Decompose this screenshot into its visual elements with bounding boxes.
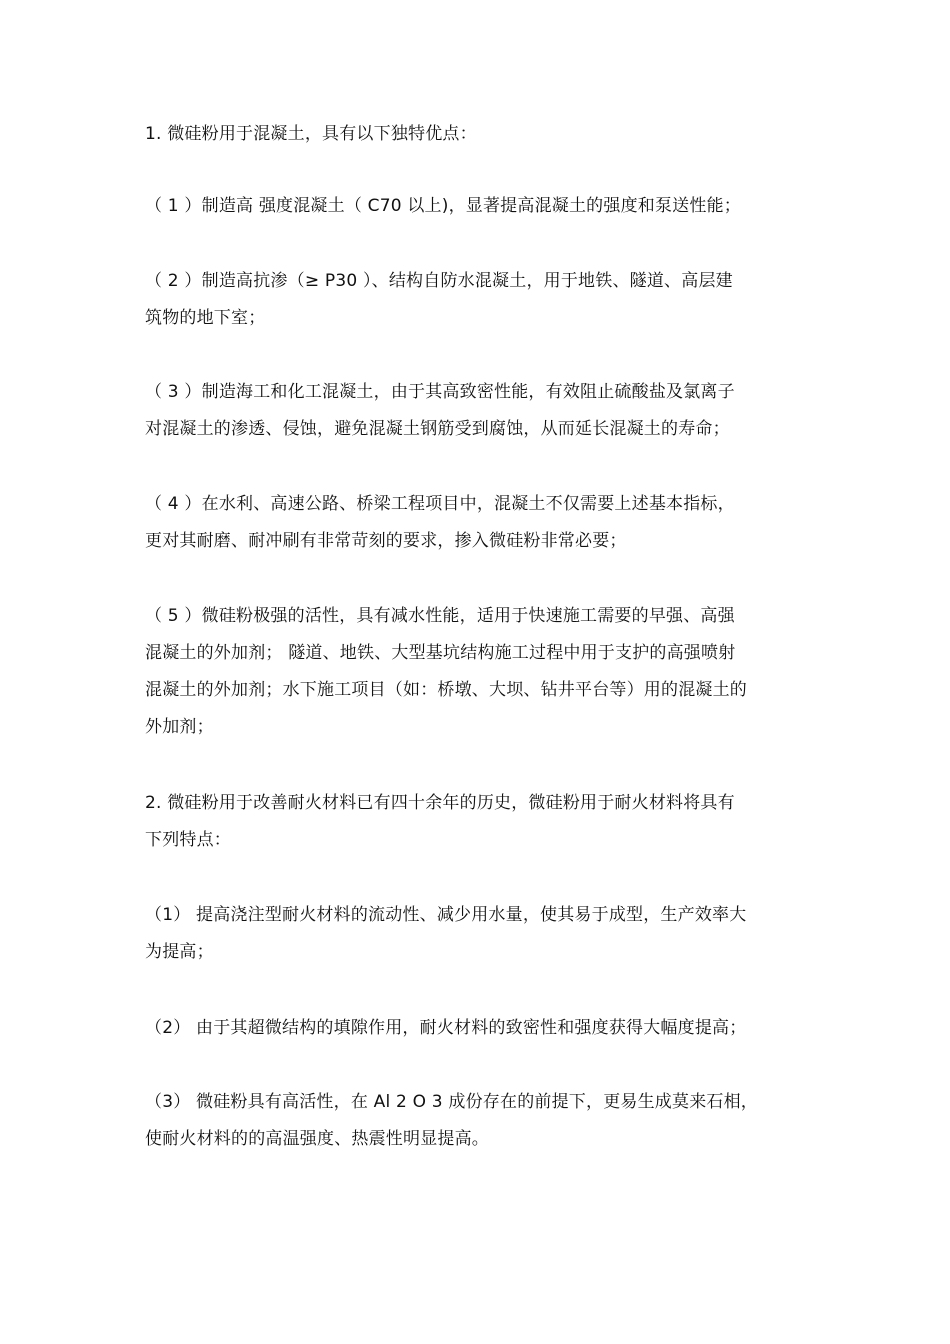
paragraph-5 [145,486,810,560]
text-line: 下列特点： [145,830,231,850]
text-line: （ 4 ）在水利、高速公路、桥梁工程项目中，混凝土不仅需要上述基本指标， [145,494,735,514]
text-line: （ 5 ）微硅粉极强的活性，具有减水性能，适用于快速施工需要的早强、高强 [145,606,735,626]
text-line: （1） 提高浇注型耐火材料的流动性、减少用水量，使其易于成型，生产效率大 [145,905,747,925]
text-line: （ 2 ）制造高抗渗（≥ P30 ）、结构自防水混凝土，用于地铁、隧道、高层建 [145,271,733,291]
text-line: 为提高； [145,942,214,962]
paragraph-4 [145,374,810,448]
text-line: 对混凝土的渗透、侵蚀，避免混凝土钢筋受到腐蚀，从而延长混凝土的寿命； [145,419,730,439]
paragraph-10 [145,1084,810,1158]
paragraph-6 [145,598,810,746]
text-line: 混凝土的外加剂；水下施工项目（如：桥墩、大坝、钻井平台等）用的混凝土的 [145,680,747,700]
text-line: 1. 微硅粉用于混凝土，具有以下独特优点： [145,124,477,144]
text-line: 筑物的地下室； [145,308,266,328]
text-line: 使耐火材料的的高温强度、热震性明显提高。 [145,1129,489,1149]
paragraph-3 [145,263,810,337]
text-line: （3） 微硅粉具有高活性，在 Al 2 O 3 成份存在的前提下，更易生成莫来石相， [145,1092,759,1112]
text-line: 更对其耐磨、耐冲刷有非常苛刻的要求，掺入微硅粉非常必要； [145,531,627,551]
paragraph-1 [145,116,810,153]
text-line: 混凝土的外加剂； 隧道、地铁、大型基坑结构施工过程中用于支护的高强喷射 [145,643,736,663]
text-line: （2） 由于其超微结构的填隙作用，耐火材料的致密性和强度获得大幅度提高； [145,1018,747,1038]
paragraph-7 [145,785,810,859]
text-line: （ 1 ）制造高 强度混凝土（ C70 以上)，显著提高混凝土的强度和泵送性能； [145,196,741,216]
text-line: 2. 微硅粉用于改善耐火材料已有四十余年的历史，微硅粉用于耐火材料将具有 [145,793,735,813]
paragraph-2 [145,188,810,225]
paragraph-9 [145,1010,810,1047]
text-line: （ 3 ）制造海工和化工混凝土，由于其高致密性能，有效阻止硫酸盐及氯离子 [145,382,735,402]
paragraph-8 [145,897,810,971]
text-line: 外加剂； [145,717,214,737]
